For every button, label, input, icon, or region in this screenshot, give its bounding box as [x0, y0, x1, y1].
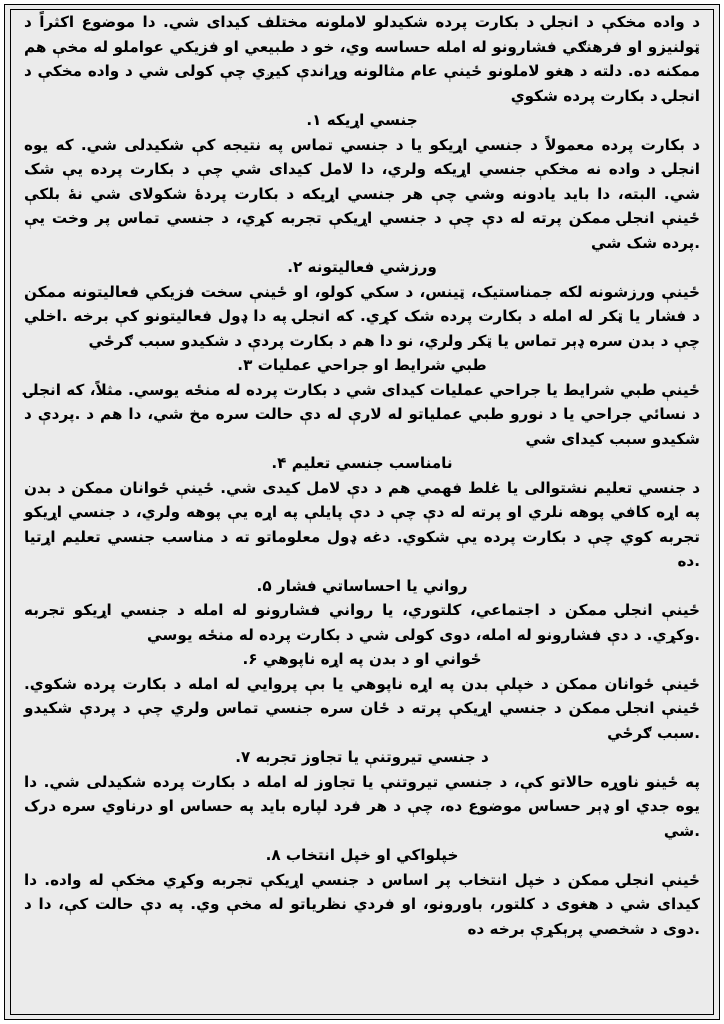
- section-heading-education: نامناسب جنسي تعلیم ۴.: [271, 454, 453, 472]
- intro-paragraph: د واده مخکې د انجلۍ د بکارت پرده شکیدلو لاملونه مختلف کیدای شي. دا موضوع اکثراً د ټولنیزو او فرهنګي فشارونو له امله حساسه وي، خو د طبیعي او فزیکي عواملو له مخې هم ممکنه ده. دلته د هغو لاملونو ځینې عام مثالونه وړاندې کیږي چې کولی شي د واده مخکې د انجلۍ د بکارت پرده شکوي: [24, 13, 700, 105]
- section-heading-assault: د جنسي تیروتنې یا تجاوز تجربه ۷.: [235, 748, 489, 766]
- section-body-pressure: ځینې انجلۍ ممکن د اجتماعي، کلتوري، یا رواني فشارونو له امله د جنسي اړیکو تجربه .وکړي. د دې فشارونو له امله، دوی کولی شي د بکارت پرده له منځه یوسي: [24, 601, 700, 644]
- section-body-youth: ځینې ځوانان ممکن د خپلې بدن په اړه ناپوهي یا بې پروایي له امله د بکارت پرده شکوي. ځینې انجلۍ ممکن د جنسي اړیکې پرته د ځان سره جنسي تماس ولري چې د پردې شکیدو .سبب ګرځي: [24, 674, 700, 742]
- section-body-medical: ځینې طبي شرایط یا جراحي عملیات کیدای شي د بکارت پرده له منځه یوسي. مثلاً، که انجلۍ د نسائي جراحي یا د نورو طبي عملیاتو له لارې له دې حالت سره مخ شي، دا هم د .پردې د شکیدو سبب کیدای شي: [24, 380, 700, 448]
- section-heading-medical: طبي شرایط او جراحي عملیات ۳.: [237, 356, 487, 374]
- section-heading-sports: ورزشي فعالیتونه ۲.: [287, 258, 437, 276]
- section-body-sexual-relation: د بکارت پرده معمولاً د جنسي اړیکو یا د جنسي تماس په نتیجه کې شکیدلی شي. که یوه انجلۍ د واده نه مخکې جنسي اړیکه ولري، دا لامل کیدای شي چې د بکارت پرده یې شک شي. البته، دا باید یادونه وشي چې هر جنسي اړیکه د بکارت پردهٔ شکولای شي نهٔ بلکې ځینې انجلۍ ممکن پرته له دې چې د جنسي اړیکې تجربه کړي، د جنسي تماس پر وخت یې .پرده شک شي: [24, 135, 700, 252]
- section-heading-pressure: رواني یا احساساتي فشار ۵.: [256, 576, 468, 595]
- section-body-sports: ځینې ورزشونه لکه جمناستیک، ټینس، د سکي کولو، او ځینې سخت فزیکي فعالیتونه ممکن د فشار یا ټکر له امله د بکارت پرده شک کړي. که انجلۍ په دا ډول فعالیتونو کې برخه .اخلي چې د بدن سره ډېر تماس یا ټکر ولري، نو دا هم د بکارت پردې د شکیدو سبب ګرځي: [24, 282, 700, 350]
- section-heading-choice: خپلواکي او خپل انتخاب ۸.: [265, 846, 459, 864]
- section-body-education: د جنسي تعلیم نشتوالی یا غلط فهمي هم د دې لامل کیدی شي. ځینې ځوانان ممکن د بدن په اړه کافي پوهه نلري او پرته له دې چې د دې پایلې په اړه یې پوهه ولري، د جنسي اړیکو تجربه کوي چې د بکارت پرده یې شکوي. دغه ډول معلوماتو ته د مناسب جنسي تعلیم اړتیا .ده: [24, 478, 700, 570]
- section-body-choice: ځینې انجلۍ ممکن د خپل انتخاب پر اساس د جنسي اړیکې تجربه وکړي مخکې له واده. دا کیدای شي د هغوی د کلتور، باورونو، او فردي نظریاتو له مخې وي. په دې حالت کې، دا د .دوی د شخصي پرېکړې برخه ده: [24, 870, 700, 938]
- section-heading-sexual-relation: جنسي اړیکه ۱.: [306, 111, 418, 129]
- article: [24, 10, 700, 941]
- section-body-assault: په ځینو ناوړه حالاتو کې، د جنسي تیروتنې یا تجاوز له امله د بکارت پرده شکیدلی شي. دا یوه جدي او ډېر حساس موضوع ده، چې د هر فرد لپاره باید په حساس او درناوي سره درک .شي: [24, 772, 700, 840]
- section-heading-youth: ځواني او د بدن په اړه ناپوهي ۶.: [242, 650, 482, 668]
